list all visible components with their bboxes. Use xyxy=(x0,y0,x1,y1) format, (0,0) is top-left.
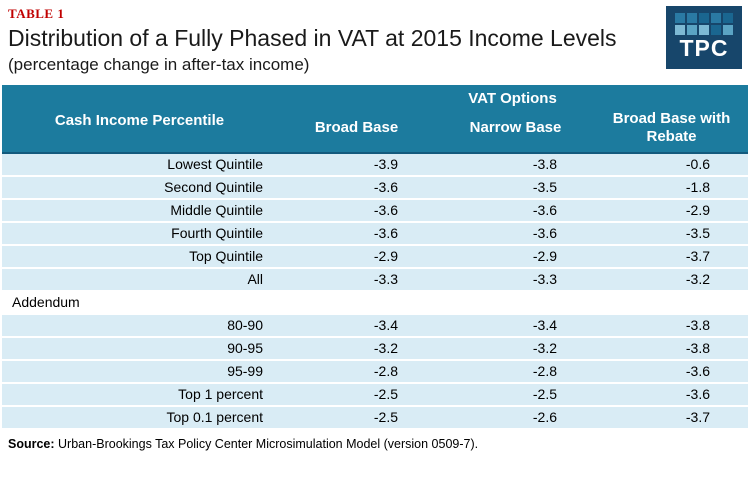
table-row xyxy=(2,360,748,383)
page-title: Distribution of a Fully Phased in VAT at 2015 Income Levels xyxy=(8,25,617,51)
cell-value: -2.8 xyxy=(436,360,595,383)
tpc-logo-text: TPC xyxy=(679,35,729,61)
group-header-row xyxy=(2,85,748,109)
cell-value: -3.6 xyxy=(595,383,748,406)
cell-value: -2.8 xyxy=(277,360,436,383)
tpc-logo xyxy=(666,6,742,69)
logo-square xyxy=(699,25,709,35)
cell-value: -1.8 xyxy=(595,176,748,199)
table-body xyxy=(2,153,748,429)
cell-value: -3.7 xyxy=(595,406,748,429)
cell-value: -2.9 xyxy=(436,245,595,268)
page-subtitle: (percentage change in after-tax income) xyxy=(8,54,310,74)
table-row xyxy=(2,176,748,199)
cell-value: -3.6 xyxy=(277,176,436,199)
row-label: Fourth Quintile xyxy=(2,222,277,245)
source-note xyxy=(8,437,742,451)
table-row xyxy=(2,383,748,406)
row-label: All xyxy=(2,268,277,291)
vat-distribution-table xyxy=(2,85,748,430)
cell-value: -2.5 xyxy=(277,383,436,406)
section-row xyxy=(2,291,748,314)
table-header xyxy=(2,85,748,153)
cell-value: -2.5 xyxy=(277,406,436,429)
logo-square xyxy=(675,13,685,23)
cell-value: -3.6 xyxy=(277,199,436,222)
cell-value: -3.8 xyxy=(436,153,595,176)
cell-value: -3.2 xyxy=(595,268,748,291)
cell-value: -2.6 xyxy=(436,406,595,429)
section-label: Addendum xyxy=(2,291,748,314)
column-header-narrow-base: Narrow Base xyxy=(436,109,595,153)
row-label: Second Quintile xyxy=(2,176,277,199)
column-group-vat-options: VAT Options xyxy=(277,85,748,109)
row-label: Middle Quintile xyxy=(2,199,277,222)
logo-square xyxy=(675,25,685,35)
cell-value: -3.6 xyxy=(436,199,595,222)
column-header-cash-income-percentile: Cash Income Percentile xyxy=(2,85,277,153)
title-block xyxy=(0,0,750,75)
source-text: Urban-Brookings Tax Policy Center Microsimulation Model (version 0509-7). xyxy=(58,436,479,451)
cell-value: -3.2 xyxy=(436,337,595,360)
table-row xyxy=(2,222,748,245)
cell-value: -3.3 xyxy=(277,268,436,291)
cell-value: -3.5 xyxy=(436,176,595,199)
row-label: Top 1 percent xyxy=(2,383,277,406)
cell-value: -3.9 xyxy=(277,153,436,176)
row-label: 95-99 xyxy=(2,360,277,383)
table-number-label: TABLE 1 xyxy=(8,6,65,21)
logo-square xyxy=(687,13,697,23)
cell-value: -2.9 xyxy=(595,199,748,222)
logo-square xyxy=(687,25,697,35)
table-row xyxy=(2,314,748,337)
row-label: Top 0.1 percent xyxy=(2,406,277,429)
cell-value: -3.4 xyxy=(436,314,595,337)
logo-square xyxy=(723,13,733,23)
cell-value: -0.6 xyxy=(595,153,748,176)
cell-value: -3.5 xyxy=(595,222,748,245)
source-label: Source: xyxy=(8,436,55,451)
column-header-broad-base: Broad Base xyxy=(277,109,436,153)
cell-value: -3.6 xyxy=(436,222,595,245)
table-row xyxy=(2,268,748,291)
cell-value: -3.6 xyxy=(595,360,748,383)
table-row xyxy=(2,199,748,222)
cell-value: -3.3 xyxy=(436,268,595,291)
row-label: 80-90 xyxy=(2,314,277,337)
column-header-broad-base-with-rebate: Broad Base with Rebate xyxy=(595,109,748,153)
logo-square xyxy=(711,13,721,23)
cell-value: -3.4 xyxy=(277,314,436,337)
cell-value: -3.8 xyxy=(595,314,748,337)
table-row xyxy=(2,337,748,360)
row-label: 90-95 xyxy=(2,337,277,360)
table-row xyxy=(2,153,748,176)
cell-value: -3.6 xyxy=(277,222,436,245)
logo-square xyxy=(711,25,721,35)
cell-value: -3.7 xyxy=(595,245,748,268)
logo-squares-grid xyxy=(675,13,733,35)
logo-square xyxy=(699,13,709,23)
row-label: Lowest Quintile xyxy=(2,153,277,176)
cell-value: -3.8 xyxy=(595,337,748,360)
cell-value: -2.9 xyxy=(277,245,436,268)
table-row xyxy=(2,406,748,429)
logo-square xyxy=(723,25,733,35)
cell-value: -3.2 xyxy=(277,337,436,360)
cell-value: -2.5 xyxy=(436,383,595,406)
table-row xyxy=(2,245,748,268)
row-label: Top Quintile xyxy=(2,245,277,268)
